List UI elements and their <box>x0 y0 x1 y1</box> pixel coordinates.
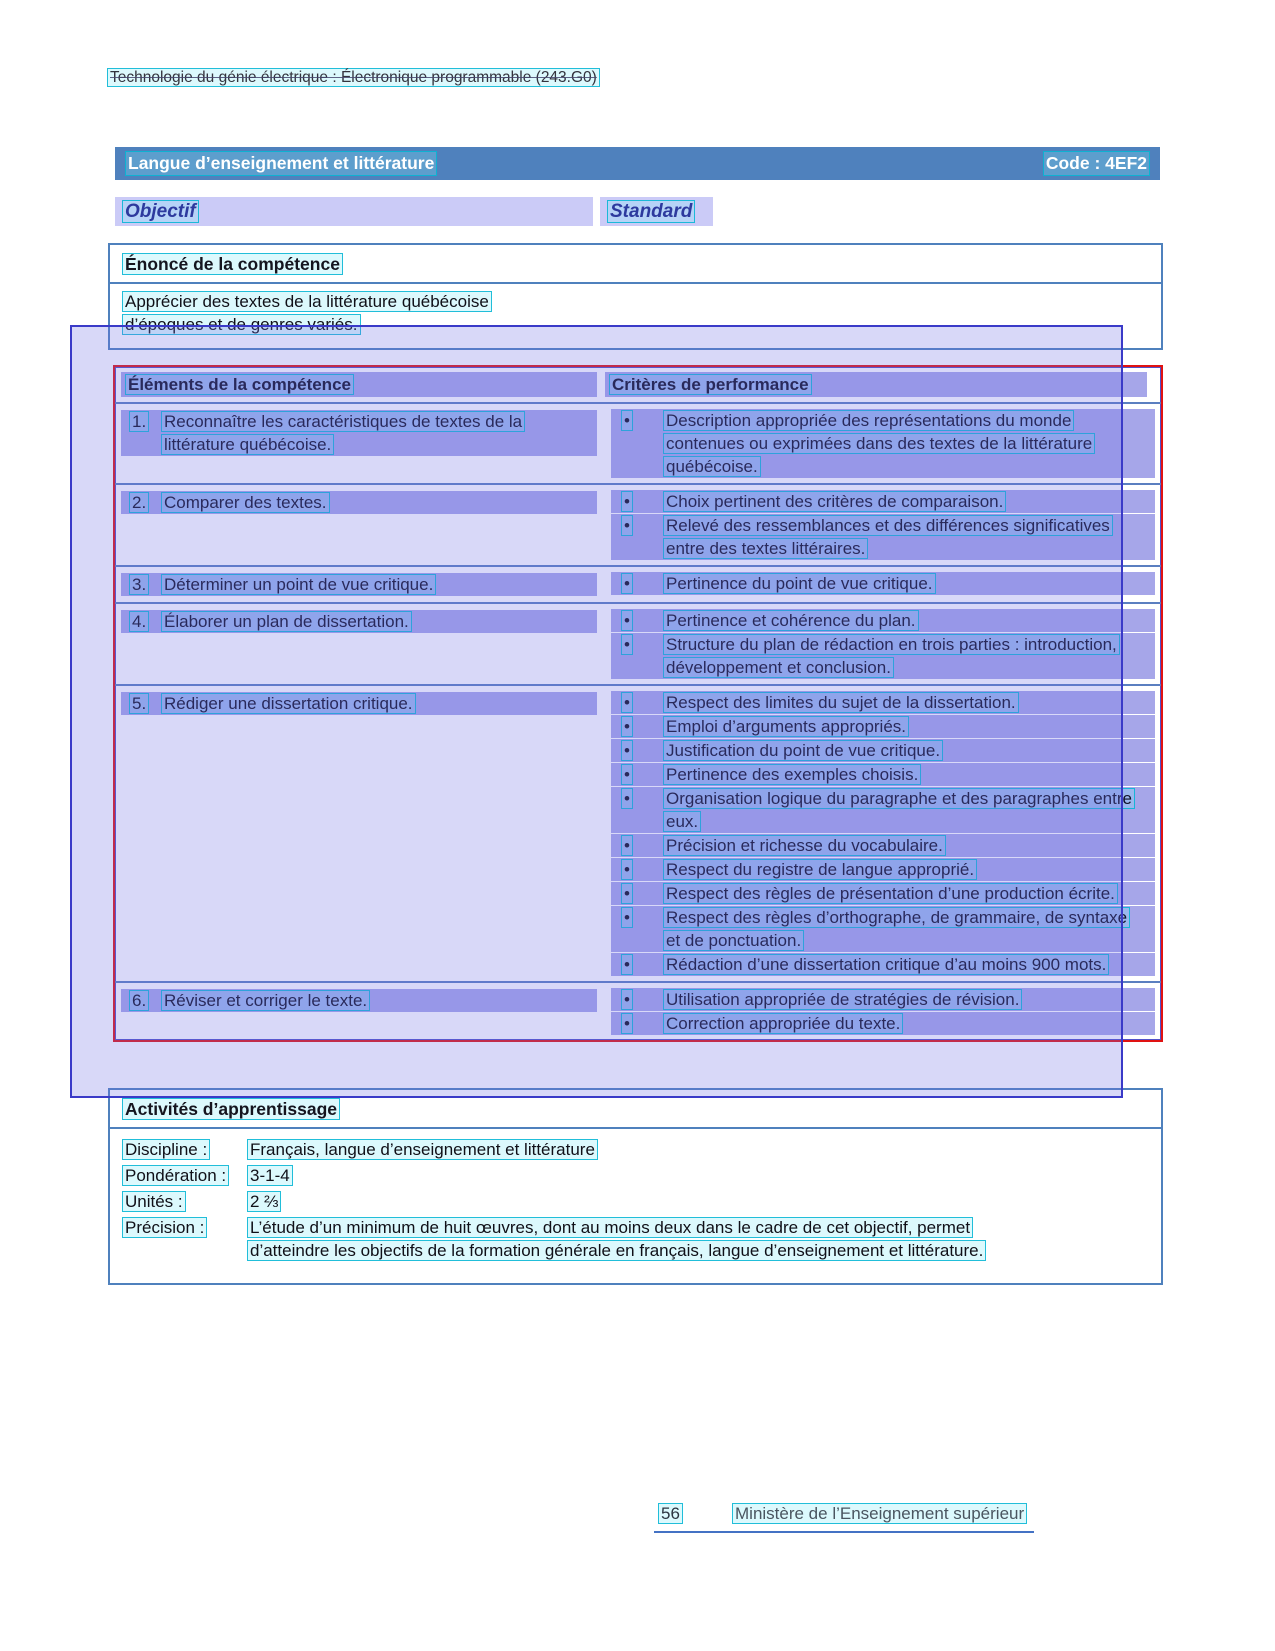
enonce-box <box>108 243 1163 350</box>
bullet-glyph: • <box>621 989 633 1010</box>
standard-label <box>607 200 695 223</box>
criterion-item <box>611 490 1155 513</box>
bullet-glyph: • <box>621 515 633 536</box>
title-bar-subject: Langue d’enseignement et littérature <box>125 151 437 176</box>
criterion-item <box>611 858 1155 881</box>
element-number <box>121 989 161 1012</box>
enonce-line <box>122 290 1149 313</box>
bullet-icon <box>611 715 663 738</box>
criterion-item <box>611 409 1155 478</box>
criterion-item <box>611 609 1155 632</box>
criteria-cell <box>605 690 1155 977</box>
criterion-text <box>663 787 1133 833</box>
criterion-text-line: Structure du plan de rédaction en trois parties : introduction, développement et conclusion. <box>663 634 1120 678</box>
bullet-glyph: • <box>621 835 633 856</box>
criterion-text <box>663 691 1133 714</box>
field-label <box>122 1138 247 1161</box>
element-number <box>121 610 161 633</box>
criteria-cell <box>605 489 1155 561</box>
element-number-text: 5. <box>129 693 149 714</box>
criterion-text-line: Relevé des ressemblances et des différences significatives entre des textes littéraires. <box>663 515 1113 559</box>
bullet-glyph: • <box>621 907 633 928</box>
element-block <box>121 692 597 715</box>
element-text-line: Comparer des textes. <box>161 492 330 513</box>
element-number-text: 4. <box>129 611 149 632</box>
bullet-glyph: • <box>621 764 633 785</box>
criterion-text <box>663 409 1133 478</box>
criterion-text <box>663 633 1133 679</box>
element-text <box>161 610 585 633</box>
criterion-text <box>663 739 1133 762</box>
element-cell <box>121 608 605 680</box>
criterion-text-line: Organisation logique du paragraphe et des paragraphes entre eux. <box>663 788 1135 832</box>
bullet-icon <box>611 1012 663 1035</box>
bullet-icon <box>611 572 663 595</box>
criterion-item <box>611 514 1155 560</box>
element-number-text: 3. <box>129 574 149 595</box>
element-text <box>161 692 585 715</box>
activites-body <box>110 1129 1161 1271</box>
objectif-label <box>122 200 199 223</box>
criterion-text-line: Rédaction d’une dissertation critique d’au moins 900 mots. <box>663 954 1109 975</box>
field-unites <box>122 1190 1149 1213</box>
criterion-text-line: Respect des règles d’orthographe, de grammaire, de syntaxe et de ponctuation. <box>663 907 1130 951</box>
elements-header-cell <box>121 371 605 398</box>
criterion-text <box>663 834 1133 857</box>
title-bar-code: Code : 4EF2 <box>1043 151 1150 176</box>
criterion-text-line: Pertinence et cohérence du plan. <box>663 610 919 631</box>
activites-title-text: Activités d’apprentissage <box>122 1098 340 1120</box>
element-text-line: Rédiger une dissertation critique. <box>161 693 416 714</box>
criterion-item <box>611 953 1155 976</box>
element-block <box>121 573 597 596</box>
footer-rule <box>654 1531 1034 1533</box>
criterion-item <box>611 1012 1155 1035</box>
element-cell <box>121 987 605 1036</box>
element-cell <box>121 408 605 479</box>
criterion-item <box>611 739 1155 762</box>
criteres-header-block <box>605 372 1147 397</box>
footer-ministry <box>732 1502 1027 1525</box>
standard-label-text: Standard <box>607 200 695 223</box>
criterion-text <box>663 490 1133 513</box>
element-text <box>161 410 585 456</box>
bullet-icon <box>611 490 663 513</box>
criterion-text <box>663 715 1133 738</box>
criterion-text-line: Justification du point de vue critique. <box>663 740 943 761</box>
bullet-icon <box>611 882 663 905</box>
criterion-text <box>663 1012 1133 1035</box>
criterion-item <box>611 715 1155 738</box>
bullet-glyph: • <box>621 692 633 713</box>
bullet-glyph: • <box>621 788 633 809</box>
bullet-icon <box>611 739 663 762</box>
criterion-text <box>663 609 1133 632</box>
criterion-text-line: Correction appropriée du texte. <box>663 1013 903 1034</box>
criterion-text-line: Utilisation appropriée de stratégies de révision. <box>663 989 1022 1010</box>
enonce-line-text: d’époques et de genres variés. <box>122 314 361 335</box>
competency-table <box>113 365 1163 1042</box>
field-label-text: Unités : <box>122 1191 186 1212</box>
bullet-icon <box>611 858 663 881</box>
element-number-text: 6. <box>129 990 149 1011</box>
criteria-cell <box>605 608 1155 680</box>
bullet-glyph: • <box>621 491 633 512</box>
criterion-text-line: Respect des règles de présentation d’une production écrite. <box>663 883 1118 904</box>
element-block <box>121 491 597 514</box>
elements-header-text: Éléments de la compétence <box>125 374 354 395</box>
field-value-text: 3-1-4 <box>247 1165 293 1186</box>
criteria-cell <box>605 987 1155 1036</box>
criteria-cell <box>605 571 1155 598</box>
footer-page-number <box>658 1502 683 1525</box>
elements-header-block <box>121 372 597 397</box>
criterion-text <box>663 514 1133 560</box>
criterion-text-line: Choix pertinent des critères de comparaison. <box>663 491 1006 512</box>
element-number-text: 2. <box>129 492 149 513</box>
table-header-row <box>115 367 1161 404</box>
criterion-text-line: Emploi d’arguments appropriés. <box>663 716 909 737</box>
table-row <box>115 686 1161 983</box>
field-label <box>122 1190 247 1213</box>
bullet-glyph: • <box>621 883 633 904</box>
element-text-line: Déterminer un point de vue critique. <box>161 574 436 595</box>
element-block <box>121 610 597 633</box>
field-label-text: Pondération : <box>122 1165 229 1186</box>
criterion-text-line: Respect du registre de langue approprié. <box>663 859 977 880</box>
element-number <box>121 491 161 514</box>
field-discipline <box>122 1138 1149 1161</box>
criteres-header-cell <box>605 371 1155 398</box>
enonce-line-text: Apprécier des textes de la littérature québécoise <box>122 291 492 312</box>
field-value <box>247 1138 598 1161</box>
criterion-text <box>663 906 1133 952</box>
table-row <box>115 404 1161 485</box>
table-row <box>115 567 1161 604</box>
bullet-glyph: • <box>621 634 633 655</box>
element-cell <box>121 690 605 977</box>
footer-page-number-text: 56 <box>658 1503 683 1524</box>
bullet-glyph: • <box>621 1013 633 1034</box>
criterion-text <box>663 953 1133 976</box>
bullet-glyph: • <box>621 954 633 975</box>
activites-title <box>110 1090 1161 1129</box>
table-row <box>115 485 1161 567</box>
criterion-text <box>663 882 1133 905</box>
bullet-glyph: • <box>621 610 633 631</box>
field-value-text: 2 ⅔ <box>247 1191 281 1212</box>
criterion-item <box>611 763 1155 786</box>
title-bar <box>115 147 1160 180</box>
criterion-item <box>611 691 1155 714</box>
criterion-text-line: Respect des limites du sujet de la dissertation. <box>663 692 1019 713</box>
criteria-cell <box>605 408 1155 479</box>
criterion-text-line: Description appropriée des représentations du monde contenues ou exprimées dans des textes de la littérature québécoise. <box>663 410 1095 477</box>
bullet-icon <box>611 988 663 1011</box>
field-value <box>247 1190 281 1213</box>
element-cell <box>121 571 605 598</box>
enonce-body <box>110 284 1161 342</box>
criterion-item <box>611 834 1155 857</box>
activites-box <box>108 1088 1163 1285</box>
bullet-icon <box>611 514 663 560</box>
element-text <box>161 573 585 596</box>
page-header <box>107 66 600 89</box>
field-label-text: Précision : <box>122 1217 207 1238</box>
criterion-text-line: Pertinence des exemples choisis. <box>663 764 921 785</box>
criterion-text <box>663 763 1133 786</box>
element-text <box>161 989 585 1012</box>
element-text <box>161 491 585 514</box>
table-row <box>115 983 1161 1040</box>
bullet-icon <box>611 691 663 714</box>
element-block <box>121 410 597 456</box>
bullet-glyph: • <box>621 740 633 761</box>
element-number-text: 1. <box>129 411 149 432</box>
criterion-item <box>611 988 1155 1011</box>
bullet-icon <box>611 953 663 976</box>
criterion-item <box>611 787 1155 833</box>
objectif-label-text: Objectif <box>122 200 199 223</box>
criterion-text <box>663 988 1133 1011</box>
field-label <box>122 1164 247 1187</box>
field-value-text: L’étude d’un minimum de huit œuvres, dont au moins deux dans le cadre de cet objectif, permet d’atteindre les objectifs de la formation générale en français, langue d’enseignement et littérature. <box>247 1217 986 1261</box>
element-text-line: Réviser et corriger le texte. <box>161 990 370 1011</box>
criterion-text <box>663 572 1133 595</box>
field-value-text: Français, langue d’enseignement et littérature <box>247 1139 598 1160</box>
bullet-icon <box>611 633 663 679</box>
bullet-icon <box>611 906 663 952</box>
criterion-item <box>611 572 1155 595</box>
field-label <box>122 1216 247 1262</box>
element-number <box>121 410 161 456</box>
bullet-icon <box>611 609 663 632</box>
element-number <box>121 692 161 715</box>
criterion-text-line: Précision et richesse du vocabulaire. <box>663 835 946 856</box>
field-precision <box>122 1216 1149 1262</box>
footer-ministry-text: Ministère de l’Enseignement supérieur <box>732 1503 1027 1524</box>
criterion-text-line: Pertinence du point de vue critique. <box>663 573 936 594</box>
bullet-glyph: • <box>621 410 633 431</box>
element-cell <box>121 489 605 561</box>
bullet-icon <box>611 834 663 857</box>
bullet-glyph: • <box>621 573 633 594</box>
bullet-icon <box>611 409 663 478</box>
criterion-text <box>663 858 1133 881</box>
bullet-glyph: • <box>621 859 633 880</box>
enonce-line <box>122 313 1149 336</box>
bullet-glyph: • <box>621 716 633 737</box>
field-value <box>247 1216 1037 1262</box>
criterion-item <box>611 882 1155 905</box>
element-number <box>121 573 161 596</box>
bullet-icon <box>611 763 663 786</box>
enonce-title <box>110 245 1161 284</box>
table-row <box>115 604 1161 686</box>
field-value <box>247 1164 293 1187</box>
element-block <box>121 989 597 1012</box>
bullet-icon <box>611 787 663 833</box>
criteres-header-text: Critères de performance <box>609 374 812 395</box>
criterion-item <box>611 633 1155 679</box>
field-ponderation <box>122 1164 1149 1187</box>
enonce-title-text: Énoncé de la compétence <box>122 253 343 275</box>
page-header-text: Technologie du génie électrique : Électronique programmable (243.G0) <box>107 68 600 87</box>
field-label-text: Discipline : <box>122 1139 210 1160</box>
element-text-line: Élaborer un plan de dissertation. <box>161 611 412 632</box>
criterion-item <box>611 906 1155 952</box>
element-text-line: Reconnaître les caractéristiques de textes de la littérature québécoise. <box>161 411 525 455</box>
